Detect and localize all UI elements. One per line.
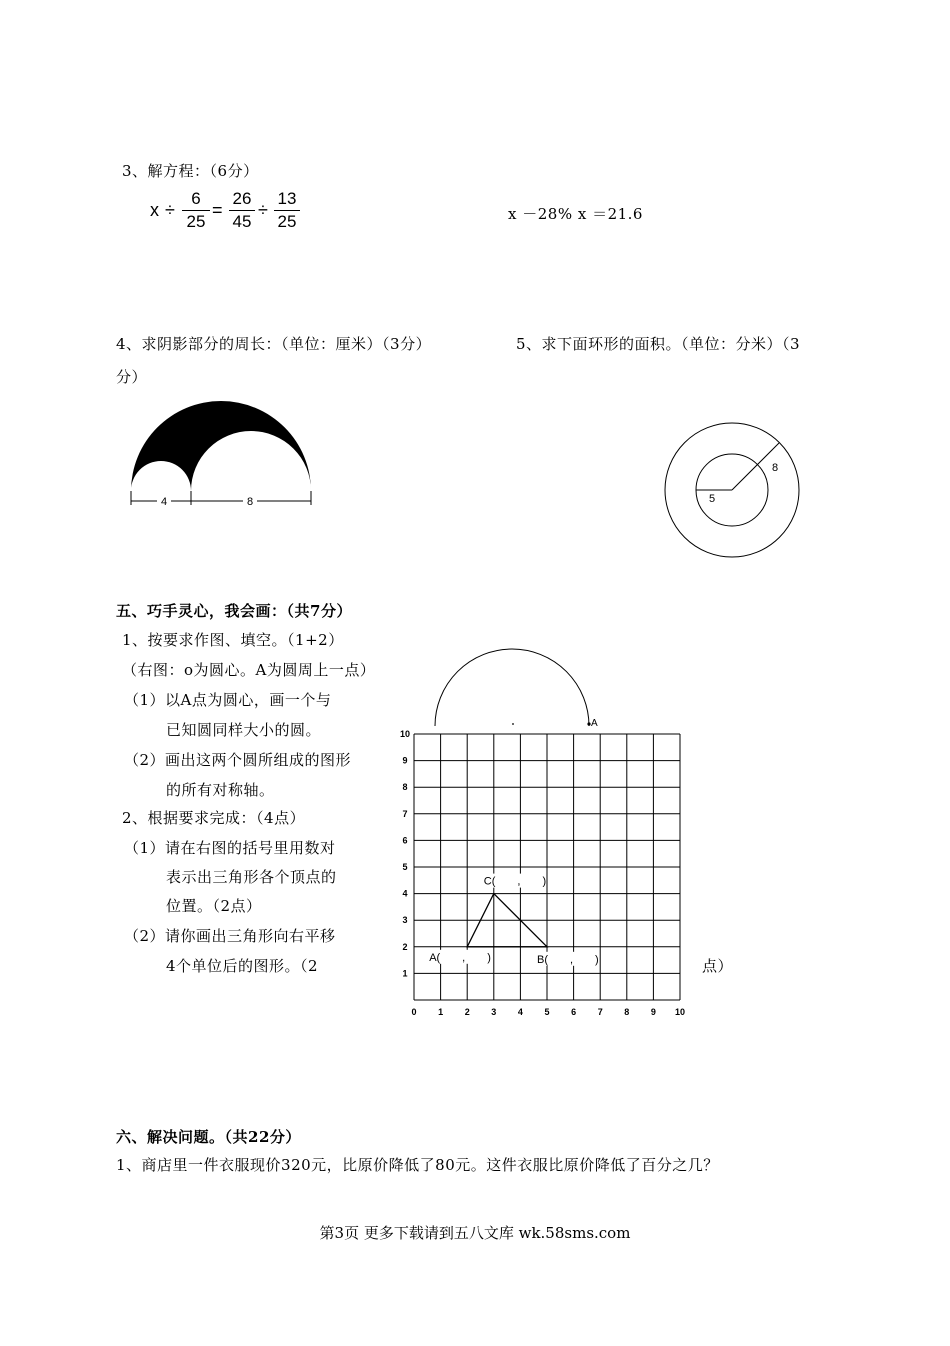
eq1-fraction-3: [273, 188, 301, 233]
sec5-line-4: 已知圆同样大小的圆。: [166, 721, 322, 739]
shaded-region: [131, 401, 311, 491]
page-footer: 第3页 更多下载请到五八文库 wk.58sms.com: [319, 1224, 631, 1242]
fraction-denominator: 45: [232, 212, 252, 231]
fraction-numerator: 13: [277, 189, 297, 208]
sec5-line-7: 2、根据要求完成：（4点）: [122, 809, 306, 827]
sec5-line-3: （1）以A点为圆心，画一个与: [124, 691, 332, 709]
sec5-line-8: （1）请在右图的括号里用数对: [124, 839, 336, 857]
y-tick-label: 1: [402, 968, 408, 979]
x-tick-label: 6: [571, 1007, 577, 1017]
y-tick-label: 9: [402, 755, 408, 766]
x-tick-label: 9: [650, 1007, 656, 1017]
y-tick-label: 5: [402, 862, 408, 872]
y-tick-label: 2: [402, 941, 408, 952]
sec5-line-1: 1、按要求作图、填空。（1+2）: [122, 631, 344, 649]
coordinate-grid: [395, 725, 695, 1025]
label-small-diameter: 4: [160, 496, 168, 508]
y-tick-label: 6: [402, 835, 408, 846]
fraction-denominator: 25: [277, 212, 297, 231]
eq1-fraction-1: [181, 188, 211, 233]
label-inner-radius: 5: [709, 493, 716, 505]
sec5-line-12: 4个单位后的图形。（2: [166, 957, 319, 975]
sec5-line-10: 位置。（2点）: [166, 897, 262, 915]
vertex-a-label: A( , ): [429, 951, 491, 964]
sec5-line-5: （2）画出这两个圆所组成的图形: [124, 751, 352, 769]
q4-title-continued: 分）: [116, 368, 148, 386]
fraction-numerator: 26: [232, 189, 252, 208]
sec6-question-1: 1、商店里一件衣服现价320元，比原价降低了80元。这件衣服比原价降低了百分之几？: [116, 1156, 719, 1174]
q5-title: 5、求下面环形的面积。（单位：分米）（3: [516, 335, 801, 353]
section-6-heading: 六、解决问题。（共22分）: [116, 1128, 301, 1146]
eq1-div1: ÷: [165, 200, 175, 220]
q4-title: 4、求阴影部分的周长：（单位：厘米）（3分）: [116, 335, 432, 353]
x-tick-label: 2: [464, 1007, 470, 1017]
sec5-trailing-text: 点）: [702, 957, 734, 975]
annulus-figure: [660, 415, 805, 560]
vertex-b-label: B( , ): [537, 953, 599, 966]
equation-2: x －28% x ＝21.6: [508, 205, 643, 223]
y-tick-label: 7: [402, 808, 408, 819]
circle-arc-figure: [430, 640, 610, 735]
x-tick-label: 0: [411, 1007, 417, 1017]
eq1-fraction-2: [228, 188, 256, 233]
label-large-diameter: 8: [246, 496, 254, 508]
sec5-line-9: 表示出三角形各个顶点的: [166, 868, 337, 886]
sec5-line-11: （2）请你画出三角形向右平移: [124, 927, 336, 945]
shaded-semicircle-figure: [125, 395, 320, 515]
eq1-x: x: [150, 200, 159, 220]
fraction-denominator: 25: [186, 212, 206, 231]
x-tick-label: 7: [597, 1007, 603, 1017]
circle-arc: [435, 649, 589, 726]
x-tick-label: 8: [624, 1007, 630, 1017]
label-outer-radius: 8: [772, 462, 779, 474]
y-tick-label: 4: [402, 888, 408, 899]
vertex-c-label: C( , ): [483, 875, 547, 888]
y-tick-label: 10: [399, 729, 411, 739]
sec5-line-6: 的所有对称轴。: [166, 781, 275, 799]
y-tick-label: 3: [402, 915, 408, 926]
eq1-equals: =: [212, 200, 223, 220]
x-tick-label: 10: [674, 1007, 686, 1017]
x-tick-label: 1: [438, 1007, 444, 1017]
eq1-div2: ÷: [258, 200, 268, 220]
sec5-line-2: （右图：o为圆心。A为圆周上一点）: [122, 661, 376, 679]
q3-title: 3、解方程：（6分）: [122, 162, 259, 180]
fraction-numerator: 6: [191, 189, 201, 208]
x-tick-label: 4: [517, 1007, 523, 1017]
y-tick-label: 8: [402, 782, 408, 793]
x-tick-label: 5: [544, 1007, 550, 1017]
x-tick-label: 3: [491, 1007, 497, 1017]
section-5-heading: 五、巧手灵心，我会画：（共7分）: [116, 602, 352, 620]
point-a-label: A: [591, 718, 598, 729]
